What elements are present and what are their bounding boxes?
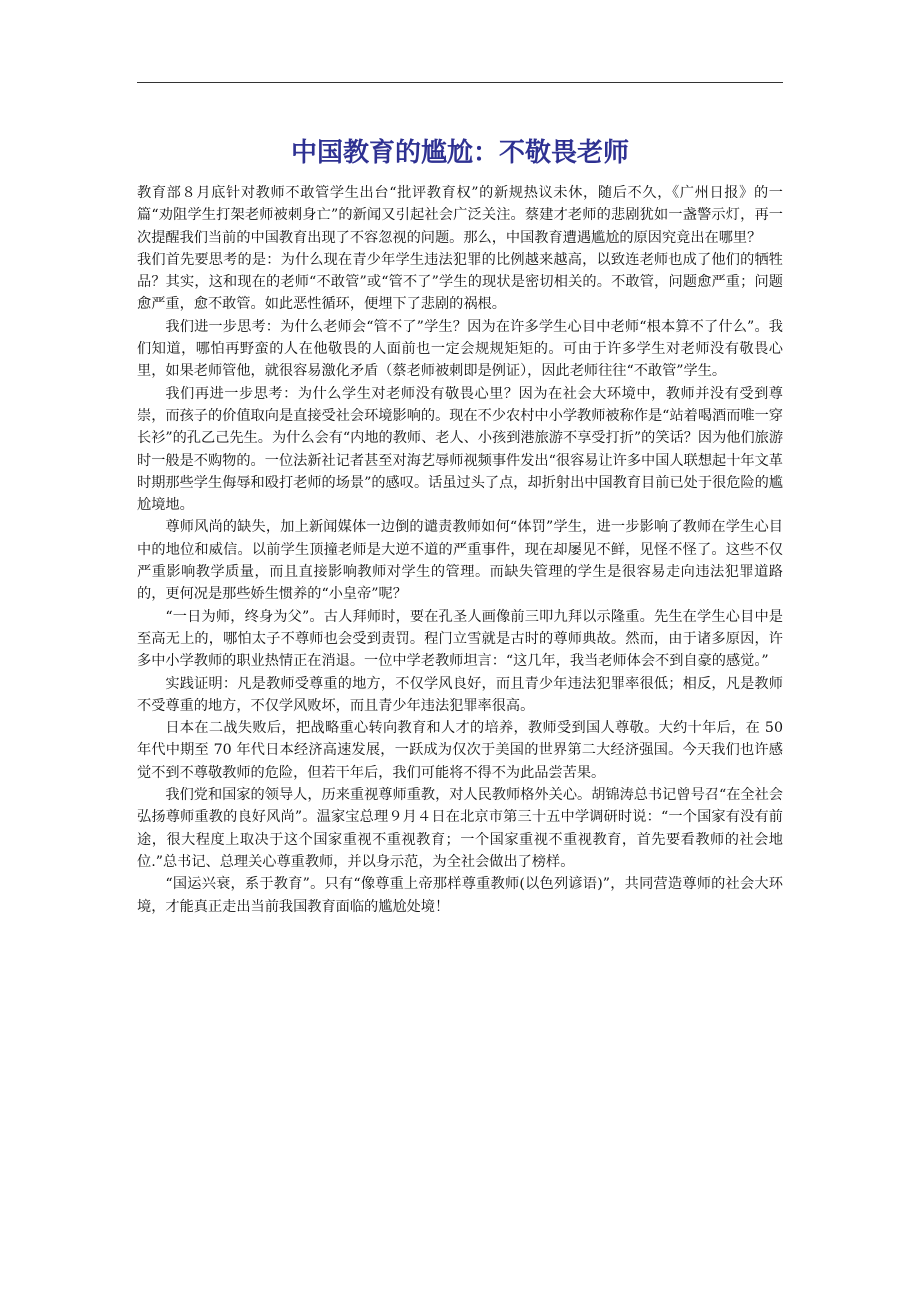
paragraph-1: 教育部８月底针对教师不敢管学生出台“批评教育权”的新规热议未休，随后不久，《广州日报》的一篇“劝阻学生打架老师被刺身亡”的新闻又引起社会广泛关注。蔡建才老师的悲剧犹如一盏警示灯，再一次提醒我们当前的中国教育出现了不容忽视的问题。那么，中国教育遭遇尴尬的原因究竟出在哪里？ [137,185,783,246]
paragraph-2: 我们首先要思考的是：为什么现在青少年学生违法犯罪的比例越来越高，以致连老师也成了他们的牺牲品？其实，这和现在的老师“不敢管”或“管不了”学生的现状是密切相关的。不敢管，问题愈严重；问题愈严重，愈不敢管。如此恶性循环，便埋下了悲剧的祸根。 [137,251,783,313]
article-body [137,182,783,918]
paragraph-4: 我们再进一步思考：为什么学生对老师没有敬畏心里？因为在社会大环境中，教师并没有受到尊崇，而孩子的价值取向是直接受社会环境影响的。现在不少农村中小学教师被称作是“站着喝酒而唯一穿长衫”的孔乙己先生。为什么会有“内地的教师、老人、小孩到港旅游不享受打折”的笑话？因为他们旅游时一般是不购物的。一位法新社记者甚至对海艺辱师视频事件发出“很容易让许多中国人联想起十年文革时期那些学生侮辱和殴打老师的场景”的感叹。话虽过头了点，却折射出中国教育目前已处于很危险的尴尬境地。 [137,385,784,514]
paragraph-10: “国运兴衰，系于教育”。只有“像尊重上帝那样尊重教师(以色列谚语)”，共同营造尊师的社会大环境，才能真正走出当前我国教育面临的尴尬处境！ [137,876,783,915]
paragraph-3: 我们进一步思考：为什么老师会“管不了”学生？因为在许多学生心目中老师“根本算不了什么”。我们知道，哪怕再野蛮的人在他敬畏的人面前也一定会规规矩矩的。可由于许多学生对老师没有敬畏心里，如果老师管他，就很容易激化矛盾（蔡老师被刺即是例证），因此老师往往“不敢管”学生。 [137,318,783,380]
paragraph-5: 尊师风尚的缺失，加上新闻媒体一边倒的谴责教师如何“体罚”学生，进一步影响了教师在学生心目中的地位和威信。以前学生顶撞老师是大逆不道的严重事件，现在却屡见不鲜，见怪不怪了。这些不仅严重影响教学质量，而且直接影响教师对学生的管理。而缺失管理的学生是很容易走向违法犯罪道路的，更何况是那些娇生惯养的“小皇帝”呢？ [137,519,783,603]
paragraph-6: “一日为师，终身为父”。古人拜师时，要在孔圣人画像前三叩九拜以示隆重。先生在学生心目中是至高无上的，哪怕太子不尊师也会受到责罚。程门立雪就是古时的尊师典故。然而，由于诸多原因，许多中小学教师的职业热情正在消退。一位中学老教师坦言：“这几年，我当老师体会不到自豪的感觉。” [137,608,783,670]
header-rule [137,82,783,83]
paragraph-8: 日本在二战失败后，把战略重心转向教育和人才的培养，教师受到国人尊敬。大约十年后，在 50 年代中期至 70 年代日本经济高速发展，一跃成为仅次于美国的世界第二大经济强国。今天我们也许感觉不到不尊敬教师的危险，但若干年后，我们可能将不得不为此品尝苦果。 [137,720,783,781]
paragraph-9: 我们党和国家的领导人，历来重视尊师重教，对人民教师格外关心。胡锦涛总书记曾号召“在全社会弘扬尊师重教的良好风尚”。温家宝总理９月４日在北京市第三十五中学调研时说：“一个国家有没有前途，很大程度上取决于这个国家重视不重视教育；一个国家重视不重视教育，首先要看教师的社会地位.”总书记、总理关心尊重教师，并以身示范，为全社会做出了榜样。 [137,787,783,870]
document-title: 中国教育的尴尬：不敬畏老师 [290,138,629,168]
paragraph-7: 实践证明：凡是教师受尊重的地方，不仅学风良好，而且青少年违法犯罪率很低；相反，凡是教师不受尊重的地方，不仅学风败坏，而且青少年违法犯罪率很高。 [137,675,783,714]
